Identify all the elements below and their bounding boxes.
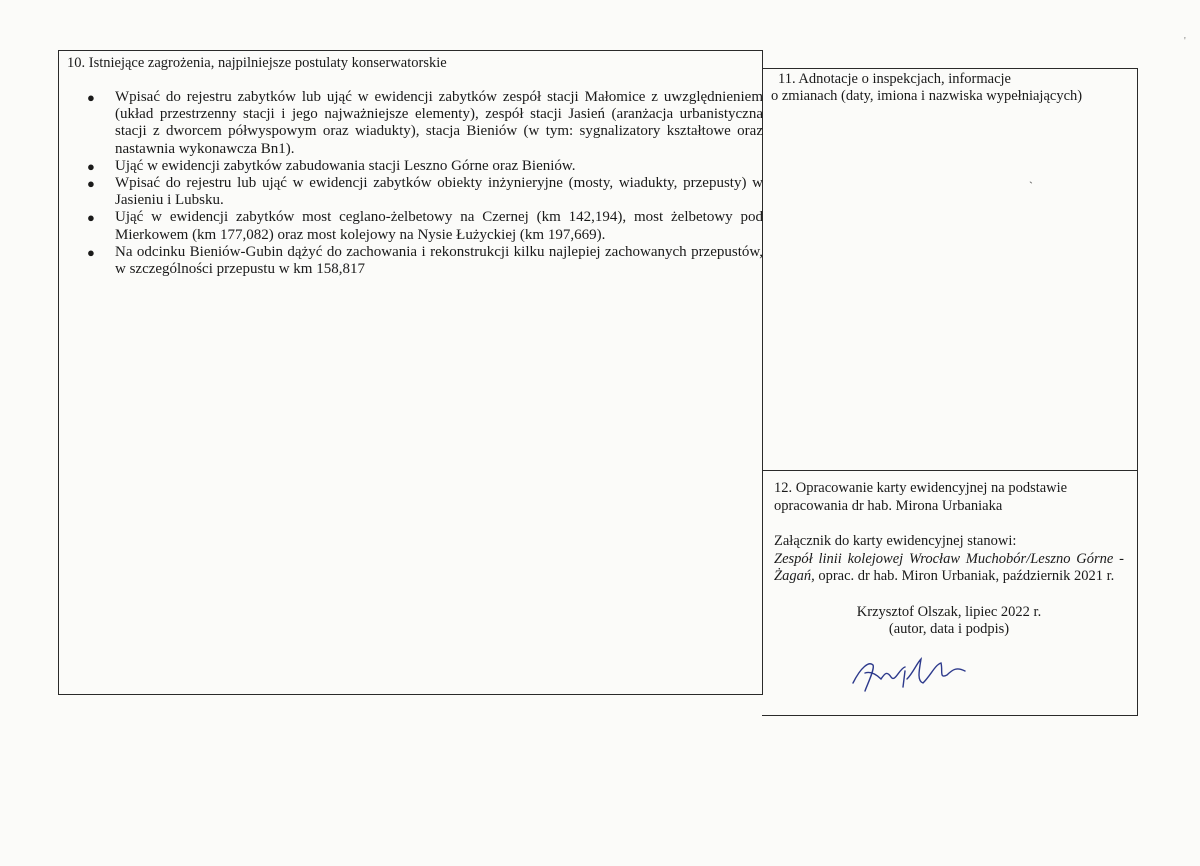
author-line: Krzysztof Olszak, lipiec 2022 r.	[856, 603, 1042, 620]
list-item: ● Wpisać do rejestru lub ująć w ewidencji zabytków obiekty inżynieryjne (mosty, wiadukty, przepusty) w Jasieniu i Lubsku.	[87, 175, 763, 209]
signature	[847, 653, 977, 693]
author-caption: (autor, data i podpis)	[888, 621, 1010, 637]
scan-mark: ˏ	[1029, 170, 1033, 184]
bullet-icon: ●	[87, 176, 95, 192]
attachment-rest: oprac. dr hab. Miron Urbaniak, październik 2021 r.	[814, 568, 1115, 584]
section-11-cell	[762, 68, 1138, 471]
bullet-icon: ●	[87, 158, 95, 174]
section-12-content	[774, 480, 1124, 639]
list-item: ● Ująć w ewidencji zabytków zabudowania stacji Leszno Górne oraz Bieniów.	[87, 157, 576, 174]
section-11-heading-line1: 11. Adnotacje o inspekcjach, informacje	[778, 71, 1011, 87]
section-11-heading-line2: o zmianach (daty, imiona i nazwiska wypełniających)	[771, 88, 1083, 104]
list-item: ● Wpisać do rejestru zabytków lub ująć w ewidencji zabytków zespół stacji Małomice z uwzględnieniem (układ przestrzenny stacji i jego najważniejsze elementy), zespół stacji Jasień (aranżacja urbanistyczna stacji z dworcem półwyspowym oraz wiadukty), stacja Bieniów (w tym: sygnalizatory kształtowe oraz nastawnia wykonawcza Bn1).	[87, 89, 763, 157]
bullet-icon: ●	[87, 244, 95, 260]
section-11-heading	[771, 71, 1128, 105]
section-12-cell	[762, 470, 1138, 716]
list-item: ● Na odcinku Bieniów-Gubin dążyć do zachowania i rekonstrukcji kilku najlepiej zachowanych przepustów, w szczególności przepustu w km 158,817	[87, 243, 763, 278]
bullet-icon: ●	[87, 90, 95, 105]
bullet-icon: ●	[87, 210, 95, 226]
section-12-line2: opracowania dr hab. Mirona Urbaniaka	[774, 497, 1003, 514]
scan-mark: '	[1184, 36, 1186, 47]
postulates-list	[87, 89, 763, 278]
attachment-description	[774, 551, 1124, 586]
attachment-title: Zespół linii kolejowej Wrocław Muchobór/Leszno Górne - Żagań,	[774, 550, 1124, 584]
section-10-cell	[58, 50, 763, 695]
section-12-line1: 12. Opracowanie karty ewidencyjnej na podstawie	[774, 480, 1068, 496]
section-10-heading: 10. Istniejące zagrożenia, najpilniejsze postulaty konserwatorskie	[67, 55, 447, 71]
attachment-intro: Załącznik do karty ewidencyjnej stanowi:	[774, 533, 1017, 549]
list-item: ● Ująć w ewidencji zabytków most ceglano-żelbetowy na Czernej (km 142,194), most żelbetowy pod Mierkowem (km 177,082) oraz most kolejowy na Nysie Łużyckiej (km 197,669).	[87, 209, 763, 243]
